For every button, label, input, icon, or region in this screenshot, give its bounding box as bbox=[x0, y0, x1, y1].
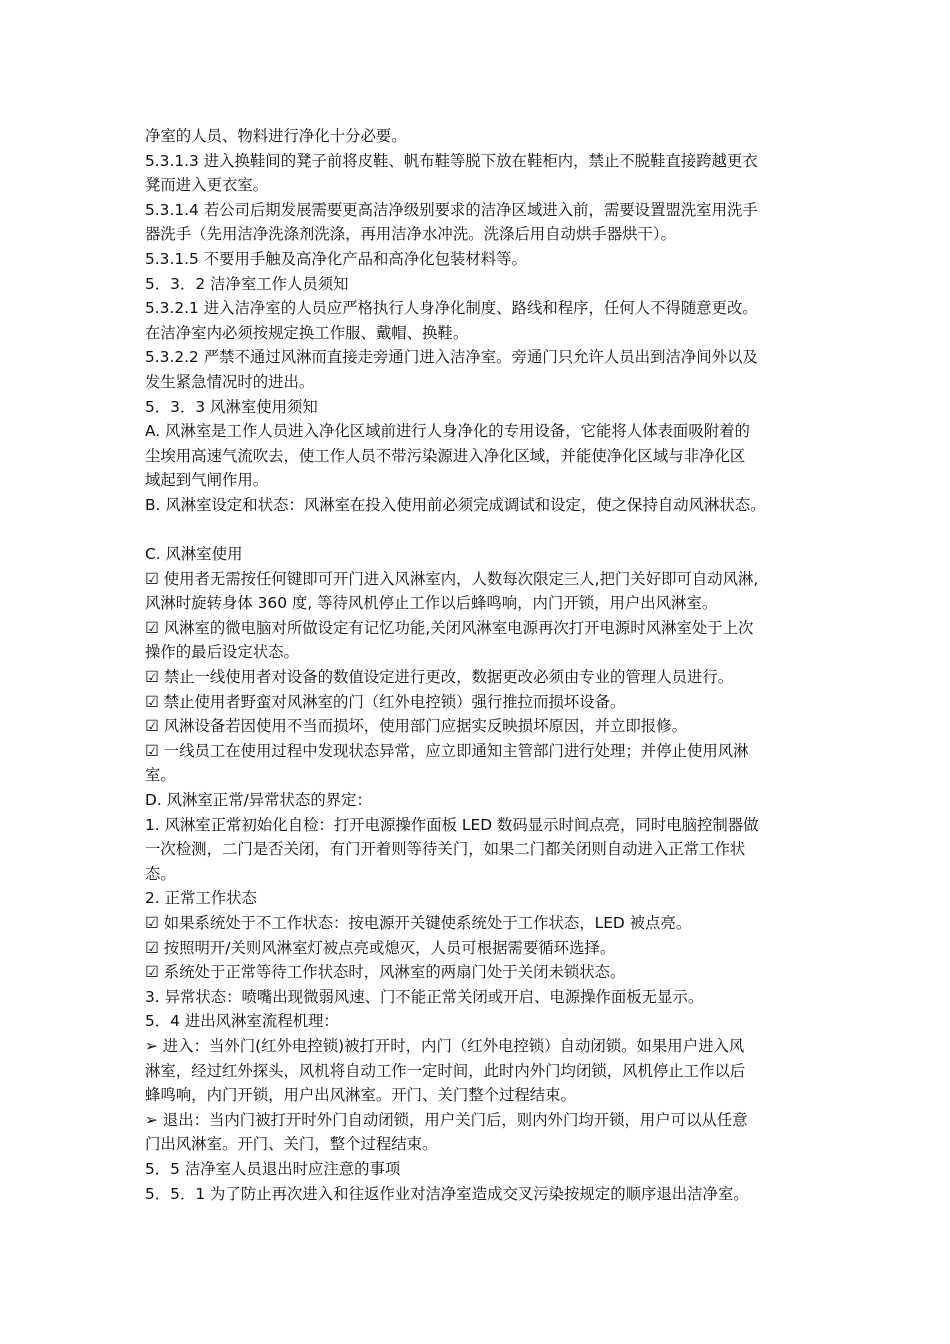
text-line: B. 风淋室设定和状态：风淋室在投入使用前必须完成调试和设定，使之保持自动风淋状态。 bbox=[145, 495, 766, 514]
text-line: 5.3.1.3 进入换鞋间的凳子前将皮鞋、帆布鞋等脱下放在鞋柜内，禁止不脱鞋直接跨越更衣 bbox=[145, 151, 758, 170]
blank-line bbox=[145, 518, 820, 543]
text-line: 5.3.1.4 若公司后期发展需要更高洁净级别要求的洁净区域进入前，需要设置盟洗室用洗手 bbox=[145, 200, 758, 219]
text-line: 5．5．1 为了防止再次进入和往返作业对洁净室造成交叉污染按规定的顺序退出洁净室。 bbox=[145, 1184, 749, 1203]
text-line: 器洗手（先用洁净洗涤剂洗涤，再用洁净水冲洗。洗涤后用自动烘手器烘干）。 bbox=[145, 225, 676, 244]
checklist-line: ☑ 一线员工在使用过程中发现状态异常，应立即通知主管部门进行处理；并停止使用风淋 bbox=[145, 741, 749, 760]
text-line: 1. 风淋室正常初始化自检：打开电源操作面板 LED 数码显示时间点亮，同时电脑控制器做 bbox=[145, 815, 759, 834]
checklist-line: ☑ 禁止使用者野蛮对风淋室的门（红外电控锁）强行推拉而损坏设备。 bbox=[145, 692, 626, 711]
text-line: 3. 异常状态：喷嘴出现微弱风速、门不能正常关闭或开启、电源操作面板无显示。 bbox=[145, 987, 704, 1006]
text-line: 2. 正常工作状态 bbox=[145, 889, 257, 908]
section-heading: 5．4 进出风淋室流程机理： bbox=[145, 1012, 339, 1031]
checklist-line: ☑ 按照明开/关则风淋室灯被点亮或熄灭，人员可根据需要循环选择。 bbox=[145, 938, 616, 957]
text-line: A. 风淋室是工作人员进入净化区域前进行人身净化的专用设备，它能将人体表面吸附着的 bbox=[145, 422, 750, 441]
text-line: 操作的最后设定状态。 bbox=[145, 643, 299, 662]
text-line: 域起到气闸作用。 bbox=[145, 471, 269, 490]
checklist-line: ☑ 使用者无需按任何键即可开门进入风淋室内，人数每次限定三人,把门关好即可自动风淋, bbox=[145, 569, 759, 588]
text-line: 态。 bbox=[145, 864, 176, 883]
text-line: 淋室，经过红外探头，风机将自动工作一定时间，此时内外门均闭锁，风机停止工作以后 bbox=[145, 1061, 746, 1080]
text-line: 尘埃用高速气流吹去，使工作人员不带污染源进入净化区域，并能使净化区域与非净化区 bbox=[145, 446, 746, 465]
checklist-line: ☑ 系统处于正常等待工作状态时，风淋室的两扇门处于关闭未锁状态。 bbox=[145, 963, 626, 982]
text-line: 凳而进入更衣室。 bbox=[145, 176, 269, 195]
text-line: 室。 bbox=[145, 766, 176, 785]
bullet-line: ➢ 进入：当外门(红外电控锁)被打开时，内门（红外电控锁）自动闭锁。如果用户进入风 bbox=[145, 1036, 745, 1055]
checklist-line: ☑ 风淋室的微电脑对所做设定有记忆功能,关闭风淋室电源再次打开电源时风淋室处于上次 bbox=[145, 618, 754, 637]
bullet-line: ➢ 退出：当内门被打开时外门自动闭锁，用户关门后，则内外门均开锁，用户可以从任意 bbox=[145, 1110, 748, 1129]
document-body bbox=[145, 124, 820, 1206]
text-line: 5.3.2.1 进入洁净室的人员应严格执行人身净化制度、路线和程序，任何人不得随意更改。 bbox=[145, 299, 758, 318]
text-line: 门出风淋室。开门、关门，整个过程结束。 bbox=[145, 1135, 438, 1154]
text-line: 发生紧急情况时的进出。 bbox=[145, 372, 315, 391]
text-line: 在洁净室内必须按规定换工作服、戴帽、换鞋。 bbox=[145, 323, 469, 342]
text-line: 蜂鸣响，内门开锁，用户出风淋室。开门、关门整个过程结束。 bbox=[145, 1086, 576, 1105]
section-heading: 5．5 洁净室人员退出时应注意的事项 bbox=[145, 1159, 401, 1178]
section-heading: 5．3．3 风淋室使用须知 bbox=[145, 397, 318, 416]
checklist-line: ☑ 禁止一线使用者对设备的数值设定进行更改，数据更改必须由专业的管理人员进行。 bbox=[145, 668, 734, 687]
checklist-line: ☑ 风淋设备若因使用不当而损坏，使用部门应据实反映损坏原因，并立即报修。 bbox=[145, 717, 687, 736]
text-line: 5.3.2.2 严禁不通过风淋而直接走旁通门进入洁净室。旁通门只允许人员出到洁净间外以及 bbox=[145, 348, 758, 367]
text-line: 风淋时旋转身体 360 度, 等待风机停止工作以后蜂鸣响，内门开锁，用户出风淋室。 bbox=[145, 594, 718, 613]
checklist-line: ☑ 如果系统处于不工作状态：按电源开关键使系统处于工作状态，LED 被点亮。 bbox=[145, 914, 692, 932]
subsection-heading: D. 风淋室正常/异常状态的界定： bbox=[145, 791, 372, 810]
text-line: 一次检测，二门是否关闭，有门开着则等待关门，如果二门都关闭则自动进入正常工作状 bbox=[145, 840, 746, 859]
text-line: 5.3.1.5 不要用手触及高净化产品和高净化包装材料等。 bbox=[145, 249, 527, 268]
text-line: 净室的人员、物料进行净化十分必要。 bbox=[145, 127, 407, 145]
subsection-heading: C. 风淋室使用 bbox=[145, 545, 243, 564]
section-heading: 5．3．2 洁净室工作人员须知 bbox=[145, 274, 349, 293]
